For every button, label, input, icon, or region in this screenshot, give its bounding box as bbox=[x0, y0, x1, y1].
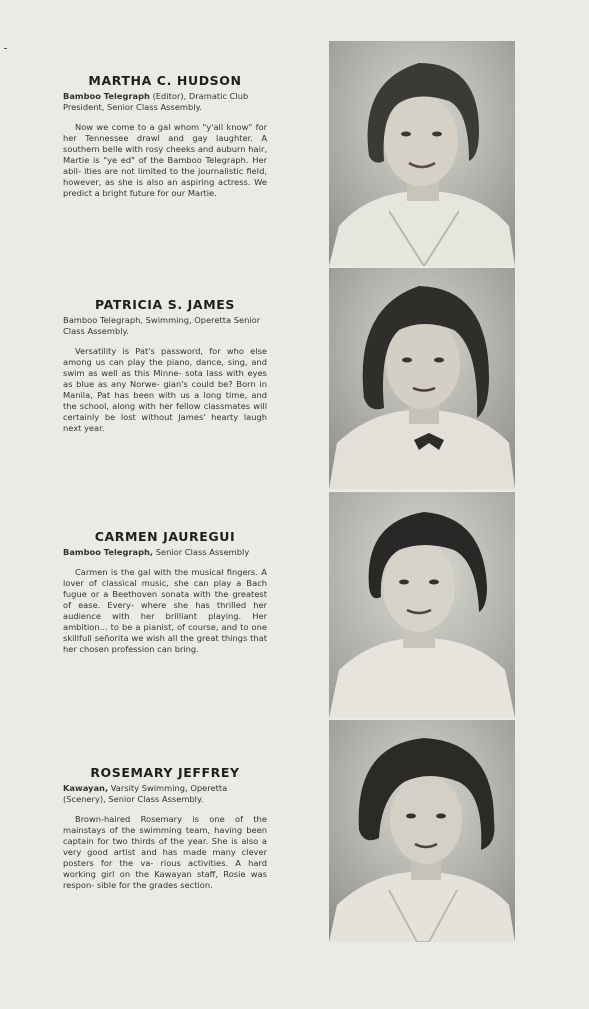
portrait-photo bbox=[329, 720, 515, 942]
senior-entry-hudson bbox=[63, 73, 267, 199]
student-name: CARMEN JAUREGUI bbox=[94, 529, 236, 544]
student-name: PATRICIA S. JAMES bbox=[95, 297, 235, 312]
student-activities bbox=[63, 547, 267, 558]
senior-entry-jauregui bbox=[63, 529, 267, 655]
activities-text: (Editor), Dramatic Club President, Senior Class Assembly. bbox=[63, 91, 249, 112]
student-activities bbox=[63, 783, 267, 805]
student-name: MARTHA C. HUDSON bbox=[88, 73, 242, 88]
margin-mark bbox=[4, 48, 7, 49]
student-bio: Versatility is Pat's password, for who else among us can play the piano, dance, sing, and swim as well as this Minne- sota lass with eyes as blue as any Norwe- gian's could be? Born in Manila, Pat has been with us a long time, and the school, along with her fellow classmates will certainly be lost without James' hearty laugh next year. bbox=[63, 346, 267, 433]
portrait-photo bbox=[329, 41, 515, 266]
student-activities bbox=[63, 315, 267, 337]
activities-text: Bamboo Telegraph, Swimming, Operetta Senior Class Assembly. bbox=[63, 315, 261, 336]
portrait-illustration bbox=[329, 720, 515, 942]
activities-highlight: Bamboo Telegraph, bbox=[63, 547, 154, 557]
activities-highlight: Kawayan, bbox=[63, 783, 109, 793]
student-bio: Carmen is the gal with the musical fingers. A lover of classical music, she can play a Bach fugue or a Beethoven sonata with the greatest of ease. Every- where she has thrilled her audience with her brilliant playing. Her ambition... to be a pianist, of course, and to one skillfull señorita we wish all the great things that her chosen profession can bring. bbox=[63, 567, 267, 654]
student-bio: Now we come to a gal whom "y'all know" for her Tennessee drawl and gay laughter. A southern belle with rosy cheeks and auburn hair, Martie is "ye ed" of the Bamboo Telegraph. Her abil- ities are not limited to the journalistic field, however, as she is also an aspiring actress. We predict a bright future for our Martie. bbox=[63, 122, 267, 198]
activities-highlight: Bamboo Telegraph bbox=[63, 91, 150, 101]
portrait-photo bbox=[329, 492, 515, 718]
portrait-illustration bbox=[329, 492, 515, 718]
activities-text: Varsity Swimming, Operetta (Scenery), Senior Class Assembly. bbox=[63, 783, 228, 804]
portrait-illustration bbox=[329, 268, 515, 489]
student-bio: Brown-haired Rosemary is one of the mainstays of the swimming team, having been captain for two thirds of the year. She is also a very good artist and has made many clever posters for the va- rious activities. A hard working girl on the Kawayan staff, Rosie was respon- sible for the grades section. bbox=[63, 814, 267, 890]
portrait-illustration bbox=[329, 41, 515, 266]
senior-entry-jeffrey bbox=[63, 765, 267, 891]
activities-text: Senior Class Assembly bbox=[153, 547, 250, 557]
student-name: ROSEMARY JEFFREY bbox=[90, 765, 240, 780]
student-activities bbox=[63, 91, 267, 113]
senior-entry-james bbox=[63, 297, 267, 434]
portrait-photo bbox=[329, 268, 515, 489]
